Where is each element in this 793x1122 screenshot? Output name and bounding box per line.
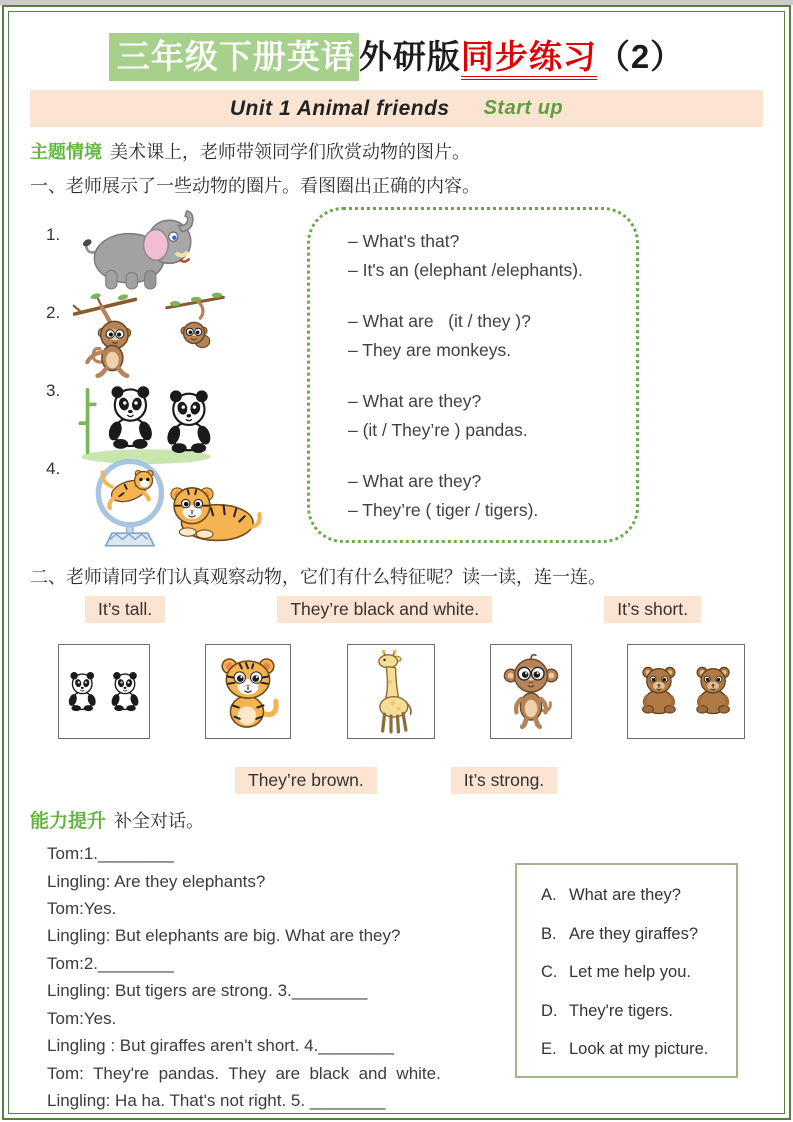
options-box <box>515 863 738 1078</box>
option-c[interactable] <box>541 963 736 982</box>
animal-card-giraffe[interactable] <box>347 644 435 739</box>
option-key: A. <box>541 886 557 905</box>
exercise3-area <box>30 840 763 1110</box>
item-number-2: 2. <box>46 303 61 323</box>
dialogue-question: – What are they? <box>348 391 482 412</box>
dialogue-line-blank-2[interactable]: Tom:2.________ <box>47 953 174 973</box>
animal-card-pandas[interactable] <box>58 644 150 739</box>
dialogue-question-choices[interactable]: – What are (it / they )? <box>348 311 531 332</box>
dialogue-group-4 <box>348 467 628 525</box>
title-red-underlined: 同步练习 <box>461 38 597 80</box>
dialogue-line: Tom:Yes. <box>47 1008 117 1028</box>
option-text: Look at my picture. <box>569 1040 709 1059</box>
animal-card-bears[interactable] <box>627 644 745 739</box>
option-text: They're tigers. <box>569 1001 674 1020</box>
page-title <box>30 36 763 77</box>
choice-dialogue-box <box>307 207 639 543</box>
option-key: C. <box>541 963 558 982</box>
option-a[interactable] <box>541 886 736 905</box>
exercise1-instruction: 一、老师展示了一些动物的圈片。看图圈出正确的内容。 <box>30 176 480 197</box>
exercise3-heading <box>30 806 763 833</box>
option-key: D. <box>541 1001 558 1020</box>
dialogue-line-blank-5[interactable]: Lingling: Ha ha. That's not right. 5. ________ <box>47 1090 386 1110</box>
option-text: Are they giraffes? <box>569 924 699 943</box>
dialogue-group-2 <box>348 307 628 365</box>
phrase-chip-brown[interactable]: They’re brown. <box>235 767 377 794</box>
dialogue-answer-choices[interactable]: – It's an (elephant /elephants). <box>348 260 583 281</box>
option-d[interactable] <box>541 1002 736 1021</box>
exercise2-instruction: 二、老师请同学们认真观察动物，它们有什么特征呢？读一读，连一连。 <box>30 567 606 588</box>
tiger-card-image <box>216 653 280 731</box>
unit-title: Unit 1 Animal friends <box>229 96 450 120</box>
animal-card-tiger[interactable] <box>205 644 291 739</box>
monkey-card-image <box>502 652 560 732</box>
page-content <box>10 12 783 1112</box>
phrase-chip-tall[interactable]: It’s tall. <box>85 596 165 623</box>
option-text: Let me help you. <box>569 963 691 982</box>
phrase-chip-black-and-white[interactable]: They’re black and white. <box>277 596 492 623</box>
exercise1-area <box>30 203 763 555</box>
title-publisher: 外研版 <box>358 38 461 75</box>
dialogue-question: – What's that? <box>348 231 460 252</box>
dialogue-line-blank-4[interactable]: Lingling : But giraffes aren't short. 4.________ <box>47 1036 394 1056</box>
option-b[interactable] <box>541 925 736 944</box>
dialogue-question: – What are they? <box>348 471 482 492</box>
phrase-chip-strong[interactable]: It’s strong. <box>451 767 557 794</box>
animal-card-monkey[interactable] <box>490 644 572 739</box>
option-key: E. <box>541 1040 557 1059</box>
dialogue-line: Lingling: But elephants are big. What are they? <box>47 926 401 946</box>
giraffe-card-image <box>365 649 417 735</box>
dialogue-line: Lingling: Are they elephants? <box>47 871 266 891</box>
pandas-card-image <box>62 660 146 724</box>
theme-line <box>30 138 763 164</box>
startup-tag: Start up <box>483 97 564 120</box>
ability-label: 能力提升 <box>30 811 107 833</box>
phrase-chip-short[interactable]: It’s short. <box>604 596 701 623</box>
dialogue-answer-choices[interactable]: – (it / They’re ) pandas. <box>348 420 528 441</box>
completion-dialogue <box>47 840 515 1114</box>
option-e[interactable] <box>541 1040 736 1059</box>
dialogue-line: Tom: They're pandas. They are black and white. <box>47 1063 441 1083</box>
theme-label: 主题情境 <box>30 142 102 163</box>
unit-banner <box>30 90 763 127</box>
tigers-image <box>82 451 262 556</box>
item-number-1: 1. <box>46 225 61 245</box>
animal-card-row <box>30 644 763 741</box>
dialogue-line: Tom:Yes. <box>47 899 117 919</box>
dialogue-line-blank-1[interactable]: Tom:1.________ <box>47 844 174 864</box>
bears-card-image <box>633 662 739 722</box>
theme-text: 美术课上，老师带领同学们欣赏动物的图片。 <box>110 142 470 163</box>
item-number-3: 3. <box>46 381 61 401</box>
dialogue-answer: – They are monkeys. <box>348 340 512 361</box>
ability-instruction: 补全对话。 <box>114 811 205 832</box>
phrase-row-bottom <box>30 767 763 794</box>
dialogue-group-1 <box>348 227 628 285</box>
phrase-row-top <box>30 596 763 623</box>
title-suffix: （2） <box>596 38 685 75</box>
dialogue-answer-choices[interactable]: – They’re ( tiger / tigers). <box>348 500 539 521</box>
option-key: B. <box>541 924 557 943</box>
item-number-4: 4. <box>46 459 61 479</box>
option-text: What are they? <box>569 886 681 905</box>
dialogue-group-3 <box>348 387 628 445</box>
dialogue-line-blank-3[interactable]: Lingling: But tigers are strong. 3.________ <box>47 981 368 1001</box>
title-highlight: 三年级下册英语 <box>109 33 359 81</box>
elephant-image <box>82 209 197 296</box>
